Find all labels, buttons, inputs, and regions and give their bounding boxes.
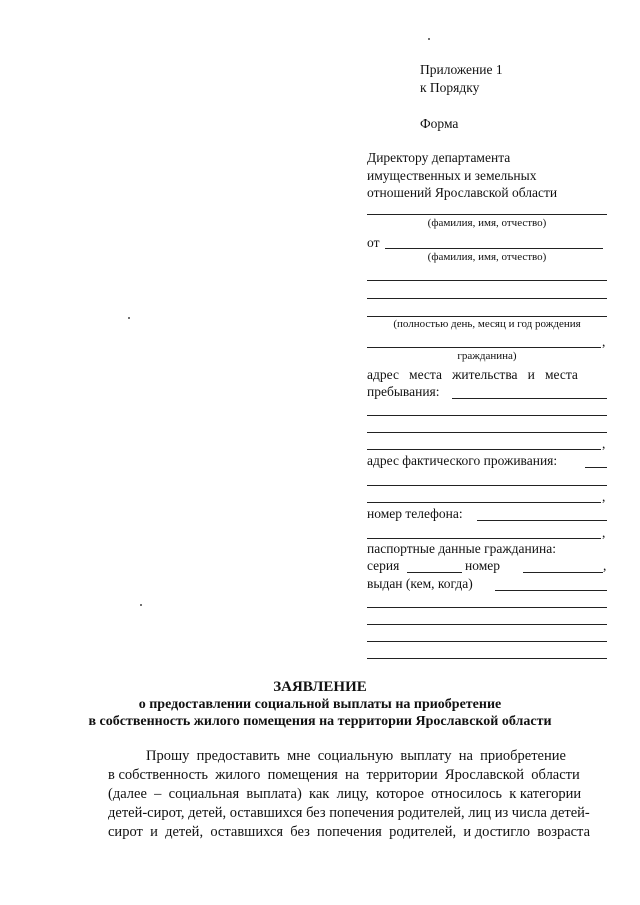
application-subtitle-2: в собственность жилого помещения на территории Ярославской области — [88, 714, 552, 729]
birth-caption-end: гражданина) — [457, 350, 517, 362]
blank-line[interactable] — [367, 502, 601, 503]
actual-address-blank-line[interactable] — [585, 467, 607, 468]
blank-line[interactable] — [367, 280, 607, 281]
blank-line[interactable] — [367, 485, 607, 486]
series-blank-line[interactable] — [407, 572, 462, 573]
addressee-line-2: имущественных и земельных — [367, 168, 537, 183]
fio-blank-line[interactable] — [367, 214, 607, 215]
addressee-line-3: отношений Ярославской области — [367, 185, 558, 200]
passport-label: паспортные данные гражданина: — [367, 541, 556, 556]
issued-blank-line[interactable] — [495, 590, 607, 591]
scan-speck — [140, 604, 142, 606]
birth-blank-line[interactable] — [367, 347, 601, 348]
comma: , — [602, 489, 606, 504]
blank-line[interactable] — [367, 298, 607, 299]
from-blank-line[interactable] — [385, 248, 603, 249]
birth-caption: (полностью день, месяц и год рождения — [393, 318, 581, 330]
blank-line[interactable] — [367, 607, 607, 608]
series-label: серия — [367, 558, 400, 573]
scan-speck — [128, 317, 130, 319]
residence-label: адрес места жительства и места — [367, 367, 578, 382]
blank-line[interactable] — [367, 538, 601, 539]
appendix-number: Приложение 1 — [420, 62, 503, 77]
comma: , — [602, 436, 606, 451]
blank-line[interactable] — [367, 641, 607, 642]
addressee-line-1: Директору департамента — [367, 150, 511, 165]
phone-label: номер телефона: — [367, 506, 463, 521]
comma: , — [603, 558, 607, 573]
blank-line[interactable] — [367, 624, 607, 625]
form-label: Форма — [420, 116, 459, 131]
application-title: ЗАЯВЛЕНИЕ — [273, 679, 367, 695]
fio-caption-from: (фамилия, имя, отчество) — [427, 251, 547, 263]
body-line-5: сирот и детей, оставшихся без попечения родителей, и достигло возраста — [108, 824, 591, 840]
actual-address-label: адрес фактического проживания: — [367, 453, 558, 468]
residence-label-cont: пребывания: — [367, 384, 440, 399]
body-line-2: в собственность жилого помещения на территории Ярославской области — [108, 767, 580, 783]
blank-line[interactable] — [367, 415, 607, 416]
comma: , — [602, 334, 606, 349]
blank-line[interactable] — [367, 432, 607, 433]
number-blank-line[interactable] — [523, 572, 603, 573]
body-line-3: (далее – социальная выплата) как лицу, которое относилось к категории — [108, 786, 582, 802]
appendix-reference: к Порядку — [420, 80, 480, 95]
body-line-1: Прошу предоставить мне социальную выплату на приобретение — [146, 748, 566, 764]
phone-blank-line[interactable] — [477, 520, 607, 521]
comma: , — [602, 525, 606, 540]
number-label: номер — [465, 558, 501, 573]
fio-caption: (фамилия, имя, отчество) — [427, 217, 547, 229]
application-subtitle-1: о предоставлении социальной выплаты на приобретение — [138, 697, 502, 712]
blank-line[interactable] — [367, 449, 601, 450]
from-label: от — [367, 235, 380, 250]
body-line-4: детей-сирот, детей, оставшихся без попечения родителей, лиц из числа детей- — [108, 805, 590, 821]
scan-speck — [428, 38, 430, 40]
blank-line[interactable] — [367, 316, 607, 317]
blank-line[interactable] — [367, 658, 607, 659]
residence-blank-line[interactable] — [452, 398, 607, 399]
issued-label: выдан (кем, когда) — [367, 576, 473, 591]
